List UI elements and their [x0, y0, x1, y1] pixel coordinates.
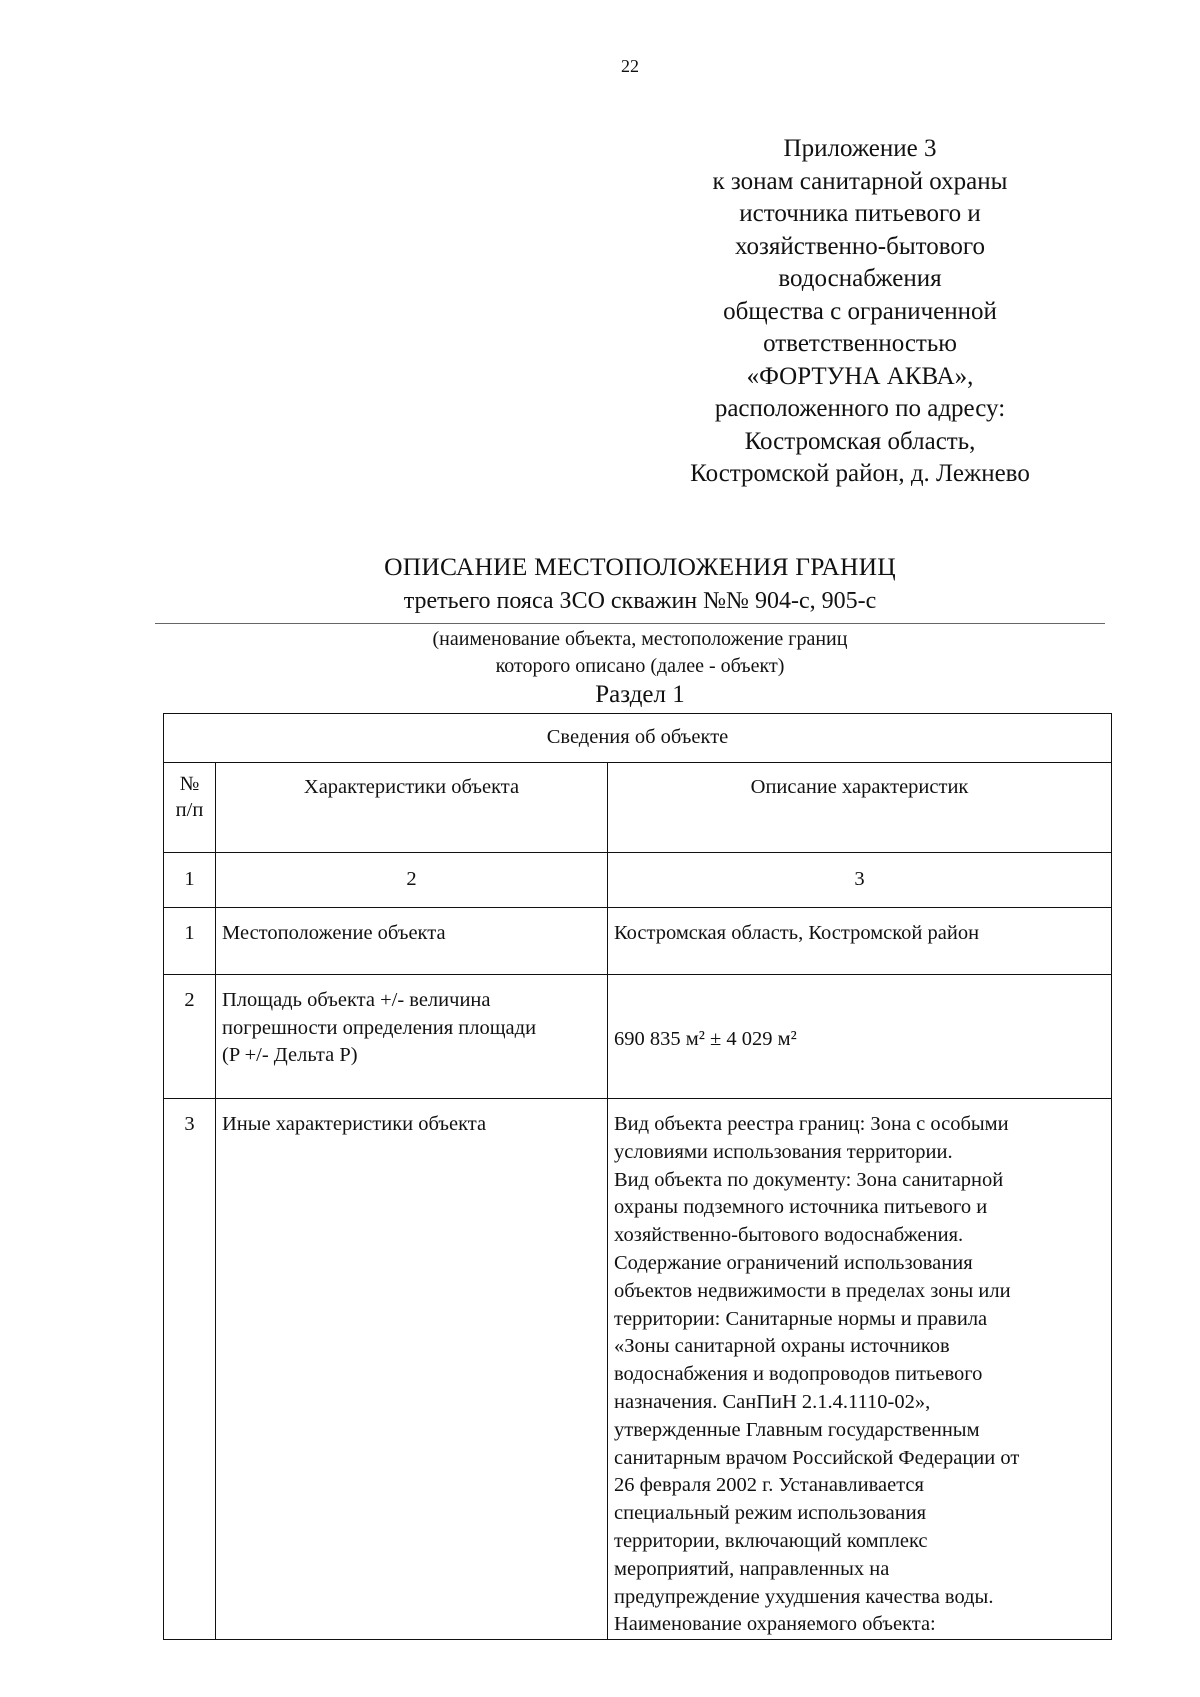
header-description: Описание характеристик [608, 763, 1112, 853]
cell-line: Вид объекта реестра границ: Зона с особыми [614, 1113, 1009, 1135]
underline-rule [155, 623, 1105, 624]
cell-line: Наименование охраняемого объекта: [614, 1613, 936, 1636]
header-number-line: п/п [175, 799, 204, 821]
cell-line: Местоположение объекта [222, 922, 446, 944]
header-number-line: № [179, 773, 200, 795]
cell-line: «Зоны санитарной охраны источников [614, 1335, 950, 1358]
row-description [608, 1099, 1112, 1640]
table-row [164, 975, 1112, 1099]
object-name-note [160, 626, 1120, 680]
appendix-line: Костромской район, д. Лежнево [690, 460, 1030, 487]
column-number-row [164, 853, 1112, 908]
cell-line: Иные характеристики объекта [222, 1113, 487, 1135]
row-description [608, 908, 1112, 975]
cell-line: объектов недвижимости в пределах зоны или [614, 1279, 1011, 1302]
cell-line: предупреждение ухудшения качества воды. [614, 1585, 994, 1608]
header-number [164, 763, 216, 853]
cell-line: территории: Санитарные нормы и правила [614, 1307, 988, 1330]
document-title: ОПИСАНИЕ МЕСТОПОЛОЖЕНИЯ ГРАНИЦ [384, 552, 896, 581]
cell-line: (P +/- Дельта P) [222, 1044, 358, 1066]
cell-line: хозяйственно-бытового водоснабжения. [614, 1224, 964, 1247]
column-number: 3 [608, 853, 1112, 908]
appendix-line: расположенного по адресу: [714, 395, 1006, 422]
document-subtitle: третьего пояса ЗСО скважин №№ 904-с, 905-с [403, 588, 877, 614]
appendix-line: общества с ограниченной [723, 297, 997, 325]
object-info-table [163, 713, 1112, 1640]
page-number: 22 [621, 56, 639, 76]
row-description [608, 975, 1112, 1099]
column-number: 2 [216, 853, 608, 908]
cell-line: назначения. СанПиН 2.1.4.1110-02», [614, 1390, 931, 1413]
column-number: 1 [164, 853, 216, 908]
appendix-block [640, 133, 1080, 491]
appendix-line: Костромская область, [744, 427, 976, 455]
cell-line: водоснабжения и водопроводов питьевого [614, 1363, 983, 1386]
cell-line: специальный режим использования [614, 1502, 927, 1525]
appendix-line: Приложение 3 [783, 135, 937, 162]
cell-line: утвержденные Главным государственным [614, 1418, 980, 1441]
cell-line: мероприятий, направленных на [614, 1557, 890, 1580]
table-row [164, 908, 1112, 975]
appendix-line: «ФОРТУНА АКВА», [746, 362, 974, 390]
table-row [164, 1099, 1112, 1640]
row-number: 2 [164, 975, 216, 1099]
row-characteristic [216, 975, 608, 1099]
row-characteristic [216, 1099, 608, 1640]
cell-line: Костромская область, Костромской район [614, 922, 980, 944]
cell-line: охраны подземного источника питьевого и [614, 1196, 988, 1219]
cell-line: Вид объекта по документу: Зона санитарной [614, 1168, 1004, 1191]
cell-line: погрешности определения площади [222, 1016, 537, 1039]
note-line: которого описано (далее - объект) [495, 655, 785, 677]
cell-line: условиями использования территории. [614, 1140, 953, 1163]
row-characteristic [216, 908, 608, 975]
table-caption: Сведения об объекте [164, 714, 1112, 763]
appendix-line: источника питьевого и [739, 200, 981, 227]
row-number: 1 [164, 908, 216, 975]
appendix-line: хозяйственно-бытового [734, 232, 986, 260]
appendix-line: водоснабжения [778, 265, 942, 292]
cell-line: санитарным врачом Российской Федерации от [614, 1446, 1020, 1469]
cell-line: Содержание ограничений использования [614, 1251, 973, 1274]
table-header-row [164, 763, 1112, 853]
row-number: 3 [164, 1099, 216, 1640]
cell-line: 690 835 м² ± 4 029 м² [614, 1027, 797, 1050]
cell-line: 26 февраля 2002 г. Устанавливается [614, 1474, 924, 1497]
cell-line: территории, включающий комплекс [614, 1529, 928, 1552]
cell-line: Площадь объекта +/- величина [222, 989, 491, 1011]
note-line: (наименование объекта, местоположение границ [432, 628, 848, 650]
appendix-line: к зонам санитарной охраны [712, 167, 1008, 195]
appendix-line: ответственностью [763, 330, 957, 357]
header-characteristic: Характеристики объекта [216, 763, 608, 853]
section-heading: Раздел 1 [595, 681, 685, 708]
